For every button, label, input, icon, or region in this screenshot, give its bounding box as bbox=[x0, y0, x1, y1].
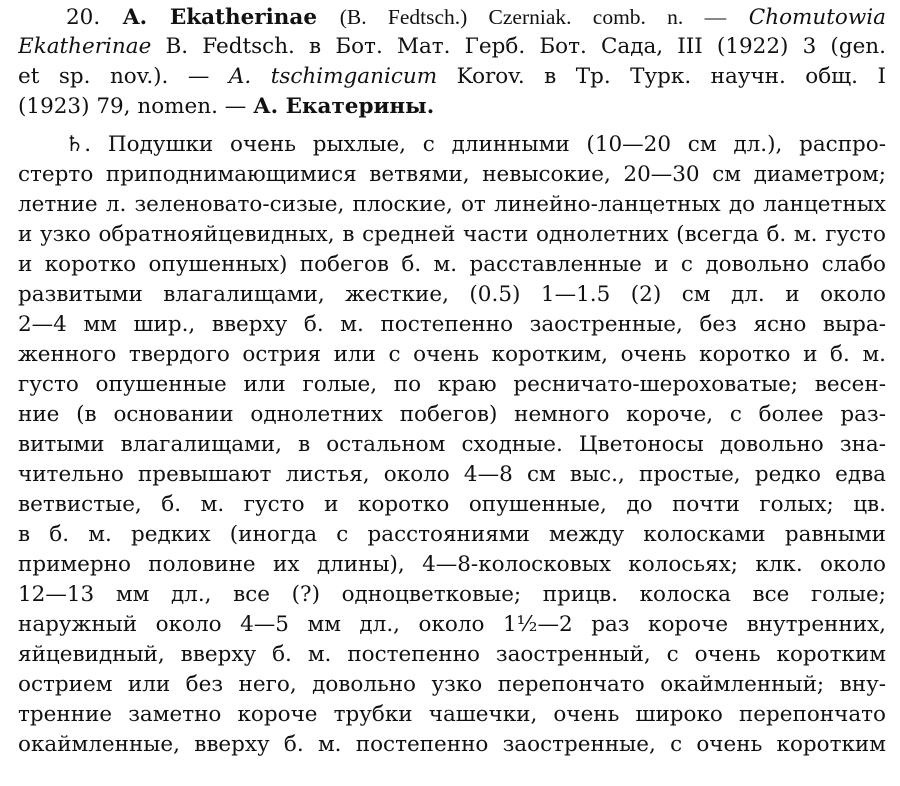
description-line: тренние заметно короче трубки чашечки, очень широко перепончато bbox=[18, 702, 886, 727]
description-line: яйцевидный, вверху б. м. постепенно заостренный, с очень коротким bbox=[18, 642, 886, 667]
description-line: и коротко опушенных) побегов б. м. расставленные и с довольно слабо bbox=[18, 252, 886, 277]
synonym-2-tail: (1923) 79, nomen. — bbox=[18, 94, 247, 119]
subshrub-symbol-icon: ♄. bbox=[65, 132, 92, 157]
description-line: ние (в основании однолетних побегов) немного короче, с более раз- bbox=[18, 402, 886, 427]
description-line: примерно половине их длины), 4—8-колосковых колосьях; клк. около bbox=[18, 552, 886, 577]
heading-line-2 bbox=[18, 32, 886, 62]
description-line: летние л. зеленовато-сизые, плоские, от линейно-ланцетных до ланцетных bbox=[18, 192, 886, 217]
entry-number: 20. bbox=[66, 5, 101, 30]
synonym-genus: Chomutowia bbox=[748, 5, 886, 30]
description-line: наружный около 4—5 мм дл., около 1½—2 раз короче внутренних, bbox=[18, 612, 886, 637]
description-line: женного твердого острия или с очень коротким, очень коротко и б. м. bbox=[18, 342, 886, 367]
description-line: окаймленные, вверху б. м. постепенно заостренные, с очень коротким bbox=[18, 732, 886, 757]
description-line: 12—13 мм дл., все (?) одноцветковые; прицв. колоска все голые; bbox=[18, 582, 886, 607]
description-line: острием или без него, довольно узко перепончато окаймленный; вну- bbox=[18, 672, 886, 697]
description-text: Подушки очень рыхлые, с длинными (10—20 см дл.), распро- bbox=[107, 132, 886, 157]
synonym-citation: B. Fedtsch. в Бот. Мат. Герб. Бот. Сада, III (1922) 3 (gen. bbox=[165, 34, 886, 59]
description-line: в б. м. редких (иногда с расстояниями между колосками равными bbox=[18, 522, 886, 547]
author-citation: (B. Fedtsch.) Czerniak. comb. n. — bbox=[339, 5, 727, 29]
description-line: чительно превышают листья, около 4—8 см выс., простые, редко едва bbox=[18, 462, 886, 487]
russian-name: А. Екатерины. bbox=[253, 94, 435, 119]
synonym-epithet: Ekatherinae bbox=[18, 34, 152, 59]
synonym-2-citation: Korov. в Тр. Турк. научн. общ. I bbox=[456, 64, 886, 89]
genus-abbr: A. bbox=[122, 5, 148, 30]
species-epithet: Ekatherinae bbox=[169, 5, 318, 30]
heading-line-1 bbox=[66, 2, 886, 32]
heading-line-3 bbox=[18, 62, 886, 92]
synonym-citation-tail: et sp. nov.). — bbox=[18, 64, 210, 89]
synonym-2-name: A. tschimganicum bbox=[228, 64, 438, 89]
description-line: витыми влагалищами, в остальном сходные. Цветоносы довольно зна- bbox=[18, 432, 886, 457]
description-line: развитыми влагалищами, жесткие, (0.5) 1—1.5 (2) см дл. и около bbox=[18, 282, 886, 307]
description-line: 2—4 мм шир., вверху б. м. постепенно заостренные, без ясно выра- bbox=[18, 312, 886, 337]
description-line: ветвистые, б. м. густо и коротко опушенные, до почти голых; цв. bbox=[18, 492, 886, 517]
heading-line-4 bbox=[18, 92, 886, 122]
description-line: густо опушенные или голые, по краю ресничато-шероховатые; весен- bbox=[18, 372, 886, 397]
description-line: и узко обратнояйцевидных, в средней части однолетних (всегда б. м. густо bbox=[18, 222, 886, 247]
description-line: стерто приподнимающимися ветвями, невысокие, 20—30 см диаметром; bbox=[18, 162, 886, 187]
description-line-1 bbox=[65, 130, 886, 160]
